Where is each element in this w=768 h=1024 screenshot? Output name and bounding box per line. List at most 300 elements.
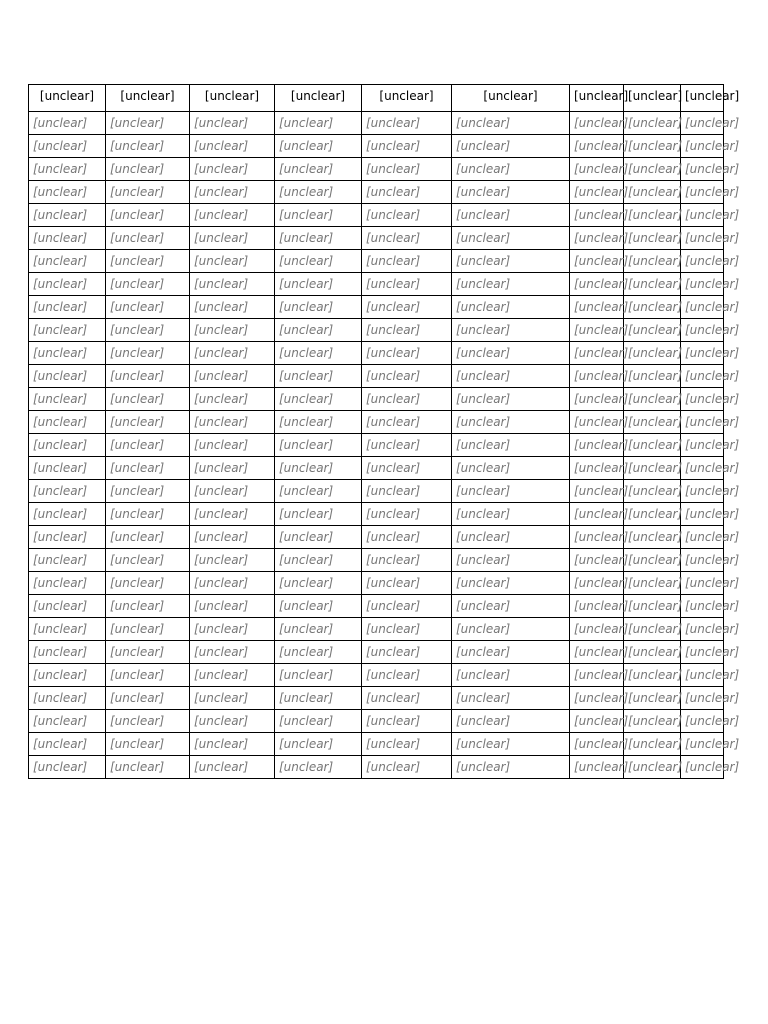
table-cell: [unclear]	[452, 158, 570, 181]
table-cell: [unclear]	[624, 664, 681, 687]
table-cell: [unclear]	[362, 411, 452, 434]
column-header: [unclear]	[452, 85, 570, 112]
table-cell: [unclear]	[106, 480, 190, 503]
table-cell: [unclear]	[362, 135, 452, 158]
table-cell: [unclear]	[570, 411, 624, 434]
table-cell: [unclear]	[362, 756, 452, 779]
table-row	[29, 756, 724, 779]
table-row	[29, 572, 724, 595]
column-header: [unclear]	[190, 85, 275, 112]
table-cell: [unclear]	[624, 273, 681, 296]
table-cell: [unclear]	[29, 342, 106, 365]
table-cell: [unclear]	[681, 273, 724, 296]
table-cell: [unclear]	[190, 273, 275, 296]
table-cell: [unclear]	[275, 526, 362, 549]
table-cell: [unclear]	[275, 204, 362, 227]
table-cell: [unclear]	[681, 480, 724, 503]
table-cell: [unclear]	[29, 480, 106, 503]
table-cell: [unclear]	[624, 112, 681, 135]
table-cell: [unclear]	[681, 434, 724, 457]
table-cell: [unclear]	[275, 227, 362, 250]
table-cell: [unclear]	[624, 342, 681, 365]
table-cell: [unclear]	[190, 733, 275, 756]
table-cell: [unclear]	[190, 503, 275, 526]
table-cell: [unclear]	[29, 296, 106, 319]
table-cell: [unclear]	[362, 641, 452, 664]
table-cell: [unclear]	[681, 227, 724, 250]
table-cell: [unclear]	[190, 411, 275, 434]
table-cell: [unclear]	[275, 181, 362, 204]
table-row	[29, 112, 724, 135]
table-row	[29, 204, 724, 227]
table-cell: [unclear]	[681, 595, 724, 618]
table-cell: [unclear]	[624, 388, 681, 411]
table-cell: [unclear]	[362, 526, 452, 549]
table-cell: [unclear]	[681, 572, 724, 595]
table-cell: [unclear]	[275, 411, 362, 434]
table-cell: [unclear]	[29, 112, 106, 135]
table-row	[29, 457, 724, 480]
table-cell: [unclear]	[190, 710, 275, 733]
table-cell: [unclear]	[29, 503, 106, 526]
table-cell: [unclear]	[452, 365, 570, 388]
table-cell: [unclear]	[570, 434, 624, 457]
table-cell: [unclear]	[681, 319, 724, 342]
table-cell: [unclear]	[362, 227, 452, 250]
table-cell: [unclear]	[29, 664, 106, 687]
table-cell: [unclear]	[362, 618, 452, 641]
table-cell: [unclear]	[681, 687, 724, 710]
table-cell: [unclear]	[570, 687, 624, 710]
table-cell: [unclear]	[106, 365, 190, 388]
table-cell: [unclear]	[681, 664, 724, 687]
table-cell: [unclear]	[624, 319, 681, 342]
table-row	[29, 158, 724, 181]
table-cell: [unclear]	[681, 181, 724, 204]
table-cell: [unclear]	[681, 365, 724, 388]
nakshatra-table	[28, 84, 740, 779]
table-cell: [unclear]	[106, 549, 190, 572]
table-row	[29, 181, 724, 204]
table-cell: [unclear]	[362, 664, 452, 687]
table-cell: [unclear]	[681, 135, 724, 158]
table-cell: [unclear]	[275, 296, 362, 319]
table-cell: [unclear]	[29, 227, 106, 250]
table-row	[29, 388, 724, 411]
table-cell: [unclear]	[275, 503, 362, 526]
table-cell: [unclear]	[190, 457, 275, 480]
table-cell: [unclear]	[190, 641, 275, 664]
table-cell: [unclear]	[452, 112, 570, 135]
table-body	[29, 112, 740, 779]
table-cell: [unclear]	[190, 227, 275, 250]
table-cell: [unclear]	[624, 618, 681, 641]
table-cell: [unclear]	[624, 135, 681, 158]
table-cell: [unclear]	[570, 480, 624, 503]
table-cell: [unclear]	[190, 365, 275, 388]
table-cell: [unclear]	[106, 411, 190, 434]
table-cell: [unclear]	[570, 572, 624, 595]
table-cell: [unclear]	[190, 112, 275, 135]
column-header: [unclear]	[275, 85, 362, 112]
table-cell: [unclear]	[624, 457, 681, 480]
table-cell: [unclear]	[452, 204, 570, 227]
table-cell: [unclear]	[275, 342, 362, 365]
table-row	[29, 733, 724, 756]
table-cell: [unclear]	[106, 526, 190, 549]
table-cell: [unclear]	[275, 733, 362, 756]
table-cell: [unclear]	[452, 342, 570, 365]
table-cell: [unclear]	[362, 342, 452, 365]
table-row	[29, 135, 724, 158]
table-cell: [unclear]	[275, 319, 362, 342]
table-cell: [unclear]	[452, 526, 570, 549]
table-cell: [unclear]	[362, 319, 452, 342]
table-cell: [unclear]	[29, 618, 106, 641]
table-cell: [unclear]	[570, 388, 624, 411]
table-cell: [unclear]	[362, 457, 452, 480]
table-cell: [unclear]	[190, 687, 275, 710]
table-cell: [unclear]	[106, 388, 190, 411]
table-cell: [unclear]	[106, 687, 190, 710]
table-cell: [unclear]	[362, 388, 452, 411]
table-cell: [unclear]	[570, 503, 624, 526]
table-row	[29, 641, 724, 664]
table-cell: [unclear]	[190, 388, 275, 411]
table-cell: [unclear]	[190, 480, 275, 503]
table-row	[29, 411, 724, 434]
table-cell: [unclear]	[452, 641, 570, 664]
table-cell: [unclear]	[362, 480, 452, 503]
table-cell: [unclear]	[106, 595, 190, 618]
table-cell: [unclear]	[190, 158, 275, 181]
table-cell: [unclear]	[29, 756, 106, 779]
table-row	[29, 503, 724, 526]
table-row	[29, 319, 724, 342]
table-cell: [unclear]	[624, 733, 681, 756]
table-cell: [unclear]	[570, 733, 624, 756]
table-cell: [unclear]	[624, 480, 681, 503]
table-cell: [unclear]	[106, 572, 190, 595]
table-cell: [unclear]	[106, 618, 190, 641]
table-row	[29, 618, 724, 641]
table-cell: [unclear]	[681, 618, 724, 641]
column-header: [unclear]	[106, 85, 190, 112]
table-row	[29, 365, 724, 388]
table-cell: [unclear]	[362, 273, 452, 296]
table-cell: [unclear]	[275, 618, 362, 641]
table-cell: [unclear]	[275, 687, 362, 710]
table-cell: [unclear]	[570, 457, 624, 480]
table-cell: [unclear]	[624, 434, 681, 457]
table-cell: [unclear]	[362, 365, 452, 388]
table-cell: [unclear]	[362, 503, 452, 526]
table-cell: [unclear]	[452, 480, 570, 503]
table-cell: [unclear]	[275, 112, 362, 135]
table-cell: [unclear]	[570, 181, 624, 204]
table-cell: [unclear]	[29, 549, 106, 572]
table-cell: [unclear]	[452, 250, 570, 273]
table-row	[29, 434, 724, 457]
table-cell: [unclear]	[452, 572, 570, 595]
table-cell: [unclear]	[624, 756, 681, 779]
table-cell: [unclear]	[29, 365, 106, 388]
table-cell: [unclear]	[681, 342, 724, 365]
table-row	[29, 526, 724, 549]
table-row	[29, 549, 724, 572]
table-cell: [unclear]	[275, 273, 362, 296]
table-cell: [unclear]	[452, 687, 570, 710]
table-cell: [unclear]	[106, 112, 190, 135]
table-cell: [unclear]	[452, 733, 570, 756]
table-cell: [unclear]	[624, 411, 681, 434]
table-cell: [unclear]	[452, 503, 570, 526]
table-cell: [unclear]	[570, 158, 624, 181]
table-cell: [unclear]	[275, 434, 362, 457]
table-cell: [unclear]	[452, 319, 570, 342]
table-cell: [unclear]	[29, 273, 106, 296]
table-cell: [unclear]	[570, 756, 624, 779]
table-cell: [unclear]	[624, 181, 681, 204]
table-cell: [unclear]	[570, 526, 624, 549]
table-cell: [unclear]	[29, 572, 106, 595]
table-cell: [unclear]	[624, 227, 681, 250]
table-cell: [unclear]	[452, 710, 570, 733]
table-cell: [unclear]	[452, 227, 570, 250]
table-cell: [unclear]	[681, 756, 724, 779]
table-cell: [unclear]	[29, 733, 106, 756]
table-cell: [unclear]	[452, 135, 570, 158]
table-cell: [unclear]	[624, 595, 681, 618]
table-cell: [unclear]	[570, 549, 624, 572]
table-cell: [unclear]	[624, 503, 681, 526]
table-cell: [unclear]	[106, 273, 190, 296]
table-cell: [unclear]	[570, 641, 624, 664]
table-cell: [unclear]	[452, 664, 570, 687]
table-cell: [unclear]	[570, 710, 624, 733]
table-cell: [unclear]	[681, 250, 724, 273]
table-cell: [unclear]	[452, 549, 570, 572]
table-cell: [unclear]	[570, 342, 624, 365]
table-cell: [unclear]	[29, 411, 106, 434]
table-cell: [unclear]	[106, 319, 190, 342]
table-cell: [unclear]	[452, 595, 570, 618]
table-cell: [unclear]	[681, 641, 724, 664]
table-cell: [unclear]	[624, 710, 681, 733]
column-header: [unclear]	[362, 85, 452, 112]
table-cell: [unclear]	[29, 687, 106, 710]
table-row	[29, 227, 724, 250]
table-cell: [unclear]	[681, 457, 724, 480]
table-cell: [unclear]	[275, 572, 362, 595]
table-cell: [unclear]	[681, 503, 724, 526]
table-cell: [unclear]	[190, 526, 275, 549]
table-cell: [unclear]	[624, 250, 681, 273]
table-cell: [unclear]	[362, 296, 452, 319]
column-header: [unclear]	[624, 85, 681, 112]
table-row	[29, 342, 724, 365]
table-cell: [unclear]	[362, 549, 452, 572]
table-cell: [unclear]	[106, 733, 190, 756]
table-cell: [unclear]	[624, 158, 681, 181]
table-cell: [unclear]	[570, 664, 624, 687]
table-cell: [unclear]	[275, 480, 362, 503]
table-cell: [unclear]	[681, 204, 724, 227]
table-cell: [unclear]	[29, 457, 106, 480]
table-cell: [unclear]	[190, 618, 275, 641]
table-cell: [unclear]	[570, 296, 624, 319]
table-cell: [unclear]	[275, 756, 362, 779]
table-row	[29, 480, 724, 503]
table-cell: [unclear]	[452, 756, 570, 779]
table-row	[29, 595, 724, 618]
table-row	[29, 273, 724, 296]
table-cell: [unclear]	[624, 572, 681, 595]
table-cell: [unclear]	[106, 296, 190, 319]
table-cell: [unclear]	[452, 296, 570, 319]
table-cell: [unclear]	[362, 158, 452, 181]
table-cell: [unclear]	[362, 250, 452, 273]
table-cell: [unclear]	[570, 273, 624, 296]
table-cell: [unclear]	[106, 158, 190, 181]
table-cell: [unclear]	[29, 710, 106, 733]
table-cell: [unclear]	[681, 411, 724, 434]
table-cell: [unclear]	[190, 319, 275, 342]
table-cell: [unclear]	[106, 503, 190, 526]
table-cell: [unclear]	[190, 135, 275, 158]
table-cell: [unclear]	[570, 595, 624, 618]
table-cell: [unclear]	[106, 227, 190, 250]
table-cell: [unclear]	[570, 112, 624, 135]
table-cell: [unclear]	[29, 526, 106, 549]
table-row	[29, 664, 724, 687]
table-cell: [unclear]	[681, 733, 724, 756]
table-cell: [unclear]	[106, 342, 190, 365]
table-cell: [unclear]	[275, 388, 362, 411]
table-cell: [unclear]	[106, 434, 190, 457]
table-cell: [unclear]	[681, 296, 724, 319]
table-row	[29, 296, 724, 319]
table-cell: [unclear]	[452, 457, 570, 480]
table-cell: [unclear]	[570, 135, 624, 158]
table-cell: [unclear]	[29, 641, 106, 664]
table-cell: [unclear]	[362, 595, 452, 618]
table-cell: [unclear]	[452, 273, 570, 296]
table-cell: [unclear]	[570, 227, 624, 250]
table-cell: [unclear]	[362, 204, 452, 227]
table-cell: [unclear]	[29, 135, 106, 158]
table-cell: [unclear]	[106, 710, 190, 733]
table-cell: [unclear]	[190, 664, 275, 687]
table-cell: [unclear]	[275, 135, 362, 158]
table-cell: [unclear]	[106, 457, 190, 480]
table-cell: [unclear]	[681, 158, 724, 181]
table-cell: [unclear]	[624, 687, 681, 710]
table-cell: [unclear]	[190, 342, 275, 365]
table-cell: [unclear]	[275, 158, 362, 181]
table-cell: [unclear]	[681, 526, 724, 549]
table-cell: [unclear]	[275, 664, 362, 687]
table-cell: [unclear]	[106, 135, 190, 158]
table-cell: [unclear]	[190, 296, 275, 319]
table-cell: [unclear]	[29, 434, 106, 457]
table-cell: [unclear]	[29, 158, 106, 181]
table-cell: [unclear]	[275, 641, 362, 664]
table-cell: [unclear]	[275, 595, 362, 618]
table-cell: [unclear]	[452, 618, 570, 641]
table-cell: [unclear]	[362, 181, 452, 204]
table-cell: [unclear]	[681, 388, 724, 411]
table-cell: [unclear]	[106, 250, 190, 273]
table-cell: [unclear]	[106, 664, 190, 687]
table-cell: [unclear]	[275, 710, 362, 733]
table-cell: [unclear]	[275, 457, 362, 480]
column-header: [unclear]	[681, 85, 724, 112]
table-cell: [unclear]	[106, 756, 190, 779]
table-cell: [unclear]	[362, 572, 452, 595]
table-cell: [unclear]	[624, 365, 681, 388]
table-cell: [unclear]	[190, 204, 275, 227]
table-cell: [unclear]	[570, 365, 624, 388]
table-cell: [unclear]	[190, 434, 275, 457]
table-cell: [unclear]	[190, 756, 275, 779]
table-cell: [unclear]	[624, 641, 681, 664]
table-cell: [unclear]	[275, 365, 362, 388]
column-header: [unclear]	[29, 85, 106, 112]
table-cell: [unclear]	[624, 204, 681, 227]
table-cell: [unclear]	[275, 250, 362, 273]
table-cell: [unclear]	[106, 641, 190, 664]
table-cell: [unclear]	[29, 388, 106, 411]
table-cell: [unclear]	[452, 434, 570, 457]
table-cell: [unclear]	[362, 112, 452, 135]
table-cell: [unclear]	[681, 112, 724, 135]
table-cell: [unclear]	[29, 204, 106, 227]
table-cell: [unclear]	[190, 572, 275, 595]
table-cell: [unclear]	[570, 618, 624, 641]
table-cell: [unclear]	[362, 687, 452, 710]
table-row	[29, 710, 724, 733]
table-cell: [unclear]	[452, 388, 570, 411]
table-cell: [unclear]	[190, 250, 275, 273]
table-cell: [unclear]	[624, 296, 681, 319]
table-cell: [unclear]	[190, 181, 275, 204]
table-cell: [unclear]	[29, 181, 106, 204]
table-cell: [unclear]	[362, 710, 452, 733]
table-cell: [unclear]	[275, 549, 362, 572]
table-cell: [unclear]	[570, 204, 624, 227]
table-row	[29, 687, 724, 710]
table-cell: [unclear]	[106, 181, 190, 204]
table-cell: [unclear]	[452, 411, 570, 434]
table-cell: [unclear]	[624, 549, 681, 572]
table-cell: [unclear]	[452, 181, 570, 204]
table-row	[29, 250, 724, 273]
table-cell: [unclear]	[681, 549, 724, 572]
table-cell: [unclear]	[362, 434, 452, 457]
table-cell: [unclear]	[570, 319, 624, 342]
table-cell: [unclear]	[106, 204, 190, 227]
table-cell: [unclear]	[624, 526, 681, 549]
table-cell: [unclear]	[681, 710, 724, 733]
table-cell: [unclear]	[29, 319, 106, 342]
table-cell: [unclear]	[29, 595, 106, 618]
table-cell: [unclear]	[190, 595, 275, 618]
table-cell: [unclear]	[29, 250, 106, 273]
header-row	[29, 85, 724, 112]
table-cell: [unclear]	[570, 250, 624, 273]
column-header: [unclear]	[570, 85, 624, 112]
